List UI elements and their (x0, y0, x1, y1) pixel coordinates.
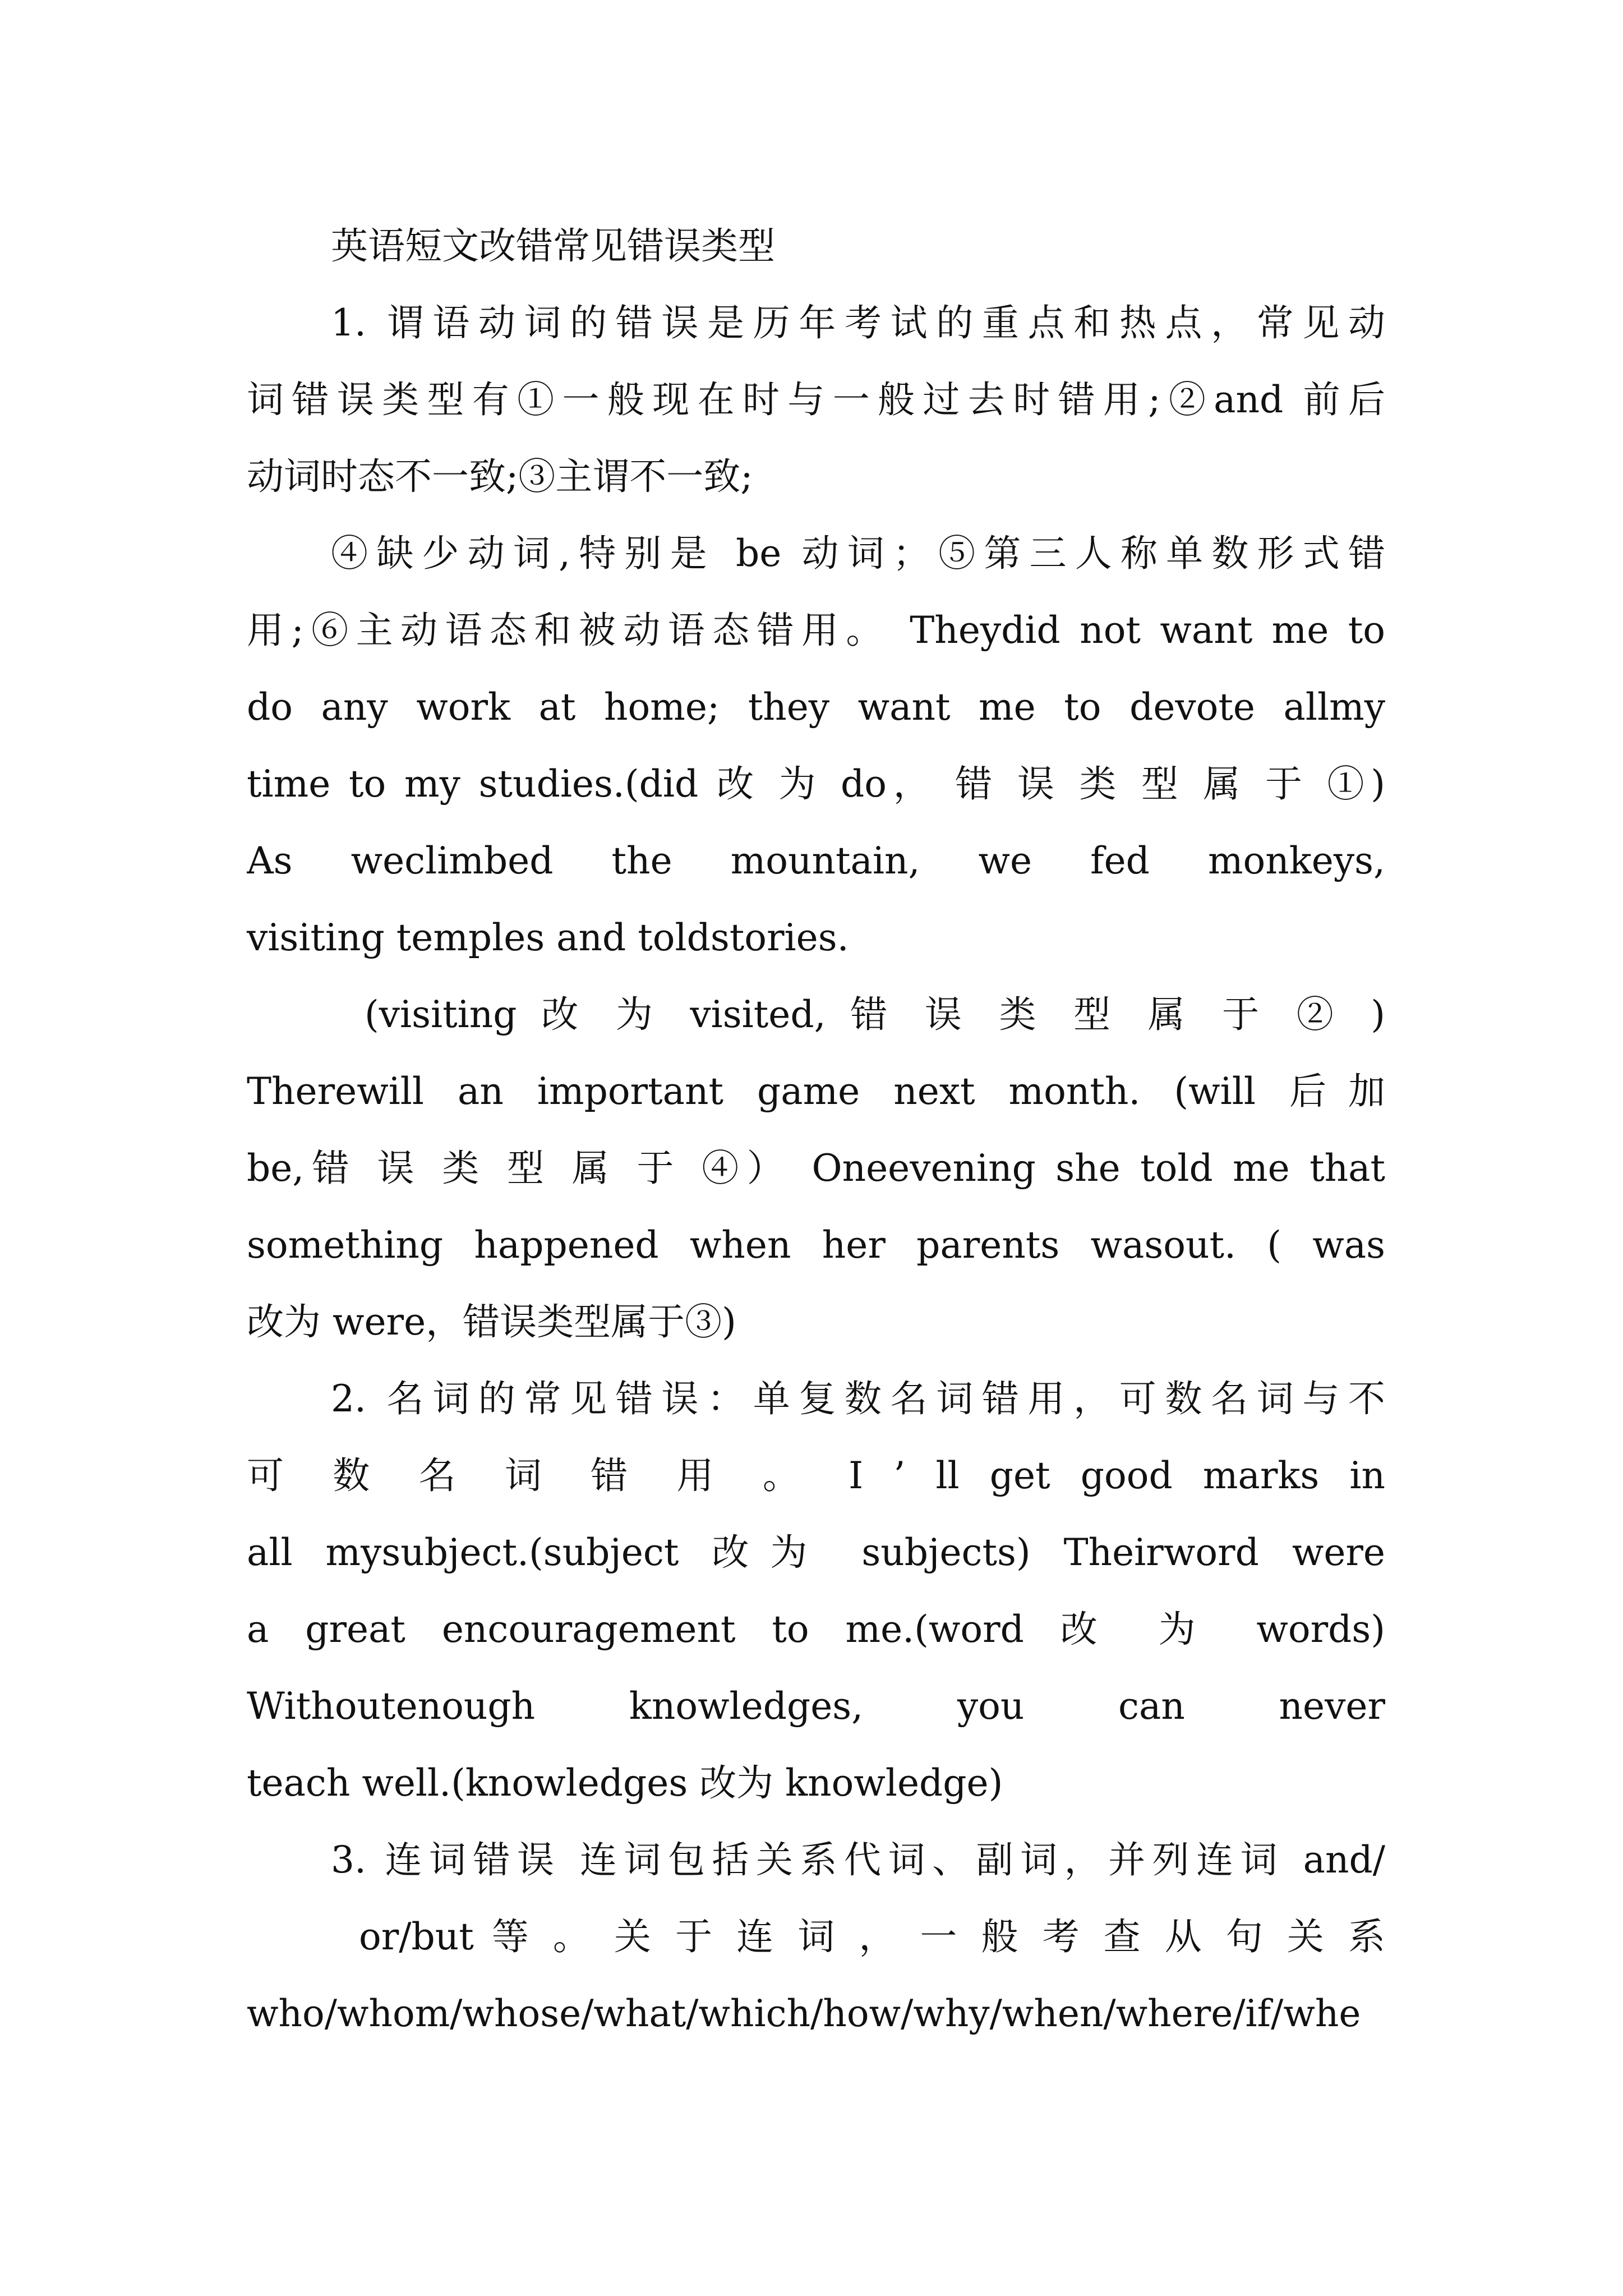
text-line: 3. 连词错误 连词包括关系代词、副词，并列连词 and/ (331, 1838, 1385, 1881)
text-line: time to my studies.(did 改 为 do， 错 误 类 型 属 于 ①) (247, 762, 1385, 806)
text-line: all mysubject.(subject 改为 subjects) Theirword were (247, 1531, 1385, 1574)
text-line: As weclimbed the mountain, we fed monkeys, (247, 839, 1385, 882)
text-line: a great encouragement to me.(word 改 为 words) (247, 1608, 1385, 1651)
text-line: visiting temples and toldstories. (247, 916, 849, 959)
text-line: Therewill an important game next month. (will 后加 (247, 1070, 1385, 1113)
text-line: 用;⑥主动语态和被动语态错用。 Theydid not want me to (247, 609, 1385, 652)
text-line: (visiting 改 为 visited, 错 误 类 型 属 于 ② ) (365, 993, 1385, 1036)
text-line: 词错误类型有①一般现在时与一般过去时错用;②and 前后 (247, 378, 1385, 421)
text-line: 1. 谓语动词的错误是历年考试的重点和热点，常见动 (331, 301, 1385, 344)
text-line: who/whom/whose/what/which/how/why/when/where/if/whe (247, 1992, 1361, 2035)
text-line: 动词时态不一致;③主谓不一致; (247, 455, 753, 498)
text-line: 2. 名词的常见错误：单复数名词错用，可数名词与不 (331, 1377, 1385, 1420)
text-line: 可 数 名 词 错 用 。 I ’ ll get good marks in (247, 1454, 1385, 1497)
document-title: 英语短文改错常见错误类型 (331, 224, 775, 268)
text-line: or/but 等 。 关 于 连 词 ， 一 般 考 查 从 句 关 系 (359, 1915, 1385, 1958)
text-line: 改为 were，错误类型属于③) (247, 1300, 736, 1343)
text-line: be,错 误 类 型 属 于 ④） Oneevening she told me that (247, 1147, 1385, 1190)
text-line: Withoutenough knowledges, you can never (247, 1685, 1385, 1728)
text-line: ④缺少动词,特别是 be 动词；⑤第三人称单数形式错 (331, 532, 1385, 575)
text-line: something happened when her parents wasout. ( was (247, 1223, 1385, 1267)
document-body (247, 208, 1385, 2052)
text-line: do any work at home; they want me to devote allmy (247, 685, 1385, 729)
text-line: teach well.(knowledges 改为 knowledge) (247, 1761, 1003, 1805)
